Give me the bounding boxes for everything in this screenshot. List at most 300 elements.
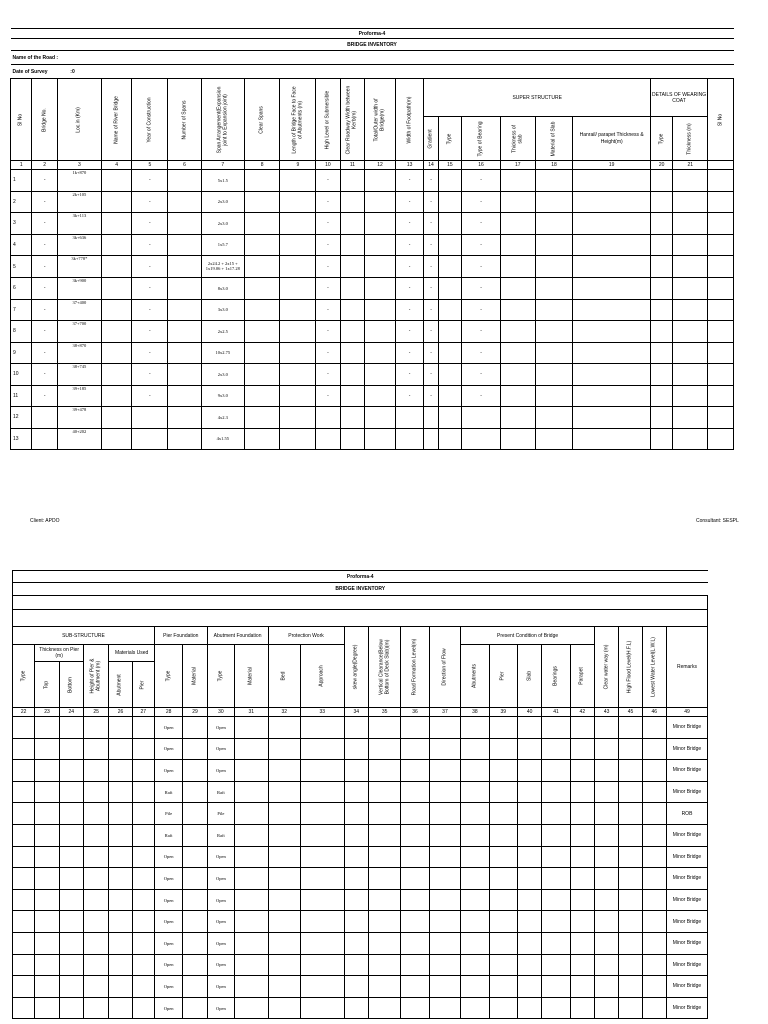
empty-cell (280, 213, 316, 235)
empty-cell (344, 976, 368, 998)
row-location: 2k+105 (57, 191, 101, 213)
empty-cell (101, 278, 132, 300)
empty-cell (344, 824, 368, 846)
empty-cell (595, 803, 619, 825)
empty-cell (268, 954, 300, 976)
row-bearing (462, 428, 501, 450)
row-level: - (316, 385, 341, 407)
empty-cell (365, 299, 396, 321)
row-level: - (316, 170, 341, 192)
empty-cell (517, 846, 541, 868)
header-pier-material: Material (183, 645, 207, 708)
table-row (13, 911, 708, 933)
row-abutment-foundation: Open (207, 717, 234, 739)
row-sl-no: 4 (11, 234, 32, 256)
empty-cell (35, 932, 59, 954)
table-row (13, 889, 708, 911)
empty-cell (344, 803, 368, 825)
empty-cell (500, 299, 535, 321)
empty-cell (573, 191, 651, 213)
empty-cell (489, 911, 517, 933)
empty-cell (708, 428, 734, 450)
empty-cell (300, 889, 344, 911)
empty-cell (542, 846, 570, 868)
empty-cell (642, 803, 666, 825)
empty-cell (708, 256, 734, 278)
empty-cell (244, 278, 280, 300)
row-sl-no: 11 (11, 385, 32, 407)
empty-cell (59, 997, 83, 1019)
empty-cell (570, 760, 594, 782)
empty-cell (244, 191, 280, 213)
empty-cell (595, 932, 619, 954)
empty-cell (244, 213, 280, 235)
empty-cell (344, 889, 368, 911)
empty-cell (35, 760, 59, 782)
empty-cell (542, 781, 570, 803)
row-pier-foundation: Open (154, 738, 182, 760)
header-super-structure: SUPER STRUCTURE (424, 79, 651, 117)
bridge-inventory-table-1 (10, 28, 734, 450)
empty-cell (109, 717, 132, 739)
empty-cell (35, 868, 59, 890)
empty-cell (489, 932, 517, 954)
empty-cell (595, 738, 619, 760)
empty-cell (235, 868, 268, 890)
header-abutment-foundation: Abutment Foundation (207, 627, 268, 645)
column-number: 18 (535, 161, 573, 170)
row-span-arrangement: 2x3.0 (201, 364, 244, 386)
empty-cell (650, 407, 672, 429)
empty-cell (132, 803, 154, 825)
empty-cell (708, 299, 734, 321)
empty-cell (244, 170, 280, 192)
empty-cell (517, 760, 541, 782)
row-bridge-no: - (32, 256, 58, 278)
table-row (13, 976, 708, 998)
empty-cell (429, 846, 460, 868)
empty-cell (344, 760, 368, 782)
empty-cell (132, 954, 154, 976)
empty-cell (109, 911, 132, 933)
empty-cell (235, 738, 268, 760)
empty-cell (650, 256, 672, 278)
empty-cell (344, 738, 368, 760)
empty-cell (708, 385, 734, 407)
row-abutment-foundation: Open (207, 868, 234, 890)
empty-cell (109, 803, 132, 825)
empty-cell (542, 803, 570, 825)
empty-cell (59, 803, 83, 825)
empty-cell (461, 976, 489, 998)
sheet-title: BRIDGE INVENTORY (11, 39, 734, 51)
empty-cell (109, 781, 132, 803)
empty-cell (109, 760, 132, 782)
empty-cell (101, 299, 132, 321)
empty-cell (300, 824, 344, 846)
empty-cell (489, 954, 517, 976)
row-footpath (395, 428, 424, 450)
row-year: - (132, 256, 168, 278)
empty-cell (101, 385, 132, 407)
empty-cell (595, 976, 619, 998)
header-top: Top (35, 662, 59, 708)
empty-cell (489, 717, 517, 739)
header-clear-water-way: Clear water way (m) (595, 627, 619, 708)
empty-cell (368, 846, 400, 868)
column-number: 15 (438, 161, 461, 170)
empty-cell (83, 997, 108, 1019)
empty-cell (595, 717, 619, 739)
row-location: 3k+778* (57, 256, 101, 278)
empty-cell (244, 256, 280, 278)
header-sl-no: Sl No (11, 79, 32, 161)
empty-cell (83, 781, 108, 803)
column-number-row (11, 161, 734, 170)
empty-cell (109, 738, 132, 760)
table-row (11, 364, 734, 386)
row-pier-foundation: Open (154, 889, 182, 911)
column-number: 32 (268, 708, 300, 717)
empty-cell (500, 428, 535, 450)
empty-cell (35, 889, 59, 911)
row-footpath: - (395, 278, 424, 300)
empty-cell (401, 803, 429, 825)
table-row (11, 213, 734, 235)
row-location: 3k+636 (57, 234, 101, 256)
row-remarks: Minor Bridge (666, 954, 707, 976)
column-number: 22 (13, 708, 35, 717)
empty-cell (59, 760, 83, 782)
empty-cell (300, 803, 344, 825)
empty-cell (535, 385, 573, 407)
empty-cell (35, 803, 59, 825)
row-bearing: - (462, 234, 501, 256)
empty-cell (13, 717, 35, 739)
empty-cell (535, 321, 573, 343)
row-sl-no: 8 (11, 321, 32, 343)
empty-cell (595, 954, 619, 976)
row-location: 40+202 (57, 428, 101, 450)
row-remarks: Minor Bridge (666, 997, 707, 1019)
empty-cell (650, 213, 672, 235)
row-gradient: - (424, 299, 438, 321)
table-row (13, 846, 708, 868)
empty-cell (13, 760, 35, 782)
header-remarks: Remarks (666, 627, 707, 708)
empty-cell (438, 299, 461, 321)
empty-cell (461, 846, 489, 868)
empty-cell (168, 342, 202, 364)
row-footpath (395, 407, 424, 429)
empty-cell (429, 911, 460, 933)
empty-cell (83, 717, 108, 739)
empty-cell (542, 976, 570, 998)
row-abutment-foundation: Raft (207, 781, 234, 803)
empty-cell (489, 997, 517, 1019)
empty-cell (438, 278, 461, 300)
header-level: High Level or Submersible (316, 79, 341, 161)
sheet-title-2: BRIDGE INVENTORY (13, 583, 708, 596)
empty-cell (642, 954, 666, 976)
column-number-blank (708, 161, 734, 170)
empty-cell (517, 868, 541, 890)
empty-cell (109, 889, 132, 911)
empty-cell (109, 954, 132, 976)
header-vertical-clearance: Vertical Clearance(Below Bottom of Deck Slab)(m) (368, 627, 400, 708)
row-gradient: - (424, 170, 438, 192)
empty-cell (280, 428, 316, 450)
empty-cell (183, 997, 207, 1019)
column-number: 27 (132, 708, 154, 717)
empty-cell (570, 889, 594, 911)
empty-cell (673, 364, 708, 386)
empty-cell (401, 738, 429, 760)
table-row (11, 234, 734, 256)
empty-cell (132, 911, 154, 933)
row-remarks: Minor Bridge (666, 868, 707, 890)
empty-cell (401, 824, 429, 846)
column-number: 5 (132, 161, 168, 170)
header-lwl: Lowest Water Level(L.W.L) (642, 627, 666, 708)
consultant-label: Consultant: SESPL (696, 518, 739, 524)
empty-cell (595, 997, 619, 1019)
row-pier-foundation: Open (154, 868, 182, 890)
empty-cell (368, 997, 400, 1019)
empty-cell (368, 781, 400, 803)
empty-cell (109, 997, 132, 1019)
row-level: - (316, 278, 341, 300)
empty-cell (595, 781, 619, 803)
empty-cell (642, 976, 666, 998)
header-protection-work: Protection Work (268, 627, 344, 645)
header-height-pier: Height of Pier & Abutment (m) (83, 645, 108, 708)
header-wc-type: Type (650, 117, 672, 161)
empty-cell (708, 170, 734, 192)
column-number: 30 (207, 708, 234, 717)
header-year: Year of Construction (132, 79, 168, 161)
empty-cell (429, 976, 460, 998)
empty-cell (340, 428, 365, 450)
empty-cell (489, 781, 517, 803)
empty-cell (183, 889, 207, 911)
header-bottom: Bottom (59, 662, 83, 708)
empty-cell (429, 760, 460, 782)
header-sl-no-2: Sl No (708, 79, 734, 161)
empty-cell (340, 191, 365, 213)
row-pier-foundation: Raft (154, 824, 182, 846)
empty-cell (708, 213, 734, 235)
empty-cell (500, 278, 535, 300)
column-number: 14 (424, 161, 438, 170)
empty-cell (235, 997, 268, 1019)
empty-cell (542, 824, 570, 846)
empty-cell (83, 803, 108, 825)
row-remarks: Minor Bridge (666, 717, 707, 739)
row-year: - (132, 234, 168, 256)
column-number: 23 (35, 708, 59, 717)
row-location: 37+400 (57, 299, 101, 321)
row-sl-no: 2 (11, 191, 32, 213)
header-bearings: Bearings (542, 645, 570, 708)
empty-cell (438, 407, 461, 429)
empty-cell (570, 932, 594, 954)
empty-cell (280, 278, 316, 300)
header-thickness-pier: Thickness on Pier (m) (35, 645, 84, 662)
empty-cell (517, 781, 541, 803)
row-pier-foundation: Pile (154, 803, 182, 825)
header-slab: Slab (517, 645, 541, 708)
column-number: 17 (500, 161, 535, 170)
empty-cell (673, 170, 708, 192)
empty-cell (489, 738, 517, 760)
header-slab-thickness: Thickness of slab (500, 117, 535, 161)
row-sl-no: 7 (11, 299, 32, 321)
empty-cell (268, 717, 300, 739)
empty-cell (535, 299, 573, 321)
empty-cell (280, 299, 316, 321)
empty-cell (429, 889, 460, 911)
empty-cell (244, 321, 280, 343)
empty-cell (542, 717, 570, 739)
column-number: 3 (57, 161, 101, 170)
empty-cell (438, 364, 461, 386)
empty-cell (573, 342, 651, 364)
empty-cell (535, 170, 573, 192)
empty-cell (619, 954, 642, 976)
empty-cell (35, 976, 59, 998)
empty-cell (101, 407, 132, 429)
column-number: 9 (280, 161, 316, 170)
row-bridge-no: - (32, 321, 58, 343)
row-gradient: - (424, 278, 438, 300)
empty-cell (59, 954, 83, 976)
column-number: 26 (109, 708, 132, 717)
empty-cell (461, 803, 489, 825)
row-abutment-foundation: Open (207, 997, 234, 1019)
empty-cell (235, 803, 268, 825)
column-number: 1 (11, 161, 32, 170)
empty-cell (619, 781, 642, 803)
header-river-name: Name of River Bridge (101, 79, 132, 161)
row-level: - (316, 191, 341, 213)
row-span-arrangement: 10x2.75 (201, 342, 244, 364)
row-year: - (132, 299, 168, 321)
empty-cell (642, 738, 666, 760)
empty-cell (650, 321, 672, 343)
empty-cell (401, 889, 429, 911)
row-level: - (316, 364, 341, 386)
row-footpath: - (395, 299, 424, 321)
empty-cell (570, 976, 594, 998)
empty-cell (83, 932, 108, 954)
empty-cell (489, 868, 517, 890)
header-materials-used: Materials Used (109, 645, 155, 662)
empty-cell (365, 191, 396, 213)
empty-cell (83, 976, 108, 998)
empty-cell (300, 868, 344, 890)
empty-cell (673, 342, 708, 364)
row-pier-foundation: Open (154, 954, 182, 976)
empty-cell (168, 191, 202, 213)
row-span-arrangement: 2x2.5 (201, 321, 244, 343)
header-length: Length of Bridge Face to Face of Abutments (m) (280, 79, 316, 161)
row-bearing: - (462, 364, 501, 386)
empty-cell (542, 954, 570, 976)
empty-cell (83, 738, 108, 760)
empty-cell (13, 781, 35, 803)
row-bridge-no (32, 428, 58, 450)
empty-cell (673, 385, 708, 407)
empty-cell (268, 932, 300, 954)
empty-cell (573, 364, 651, 386)
column-number: 25 (83, 708, 108, 717)
row-bearing (462, 407, 501, 429)
empty-cell (438, 428, 461, 450)
column-number: 38 (461, 708, 489, 717)
empty-cell (13, 824, 35, 846)
empty-cell (13, 911, 35, 933)
header-road-formation: Road Formation Level(m) (401, 627, 429, 708)
row-abutment-foundation: Open (207, 932, 234, 954)
empty-cell (101, 191, 132, 213)
empty-cell (673, 299, 708, 321)
empty-cell (595, 868, 619, 890)
empty-cell (438, 342, 461, 364)
empty-cell (109, 932, 132, 954)
empty-cell (132, 781, 154, 803)
column-number: 19 (573, 161, 651, 170)
header-wc-thickness: Thickness (m) (673, 117, 708, 161)
column-number: 8 (244, 161, 280, 170)
empty-cell (83, 824, 108, 846)
empty-cell (489, 976, 517, 998)
row-bridge-no: - (32, 191, 58, 213)
empty-cell (132, 717, 154, 739)
table-row (13, 997, 708, 1019)
row-bearing: - (462, 321, 501, 343)
blank-row (13, 596, 708, 610)
empty-cell (59, 846, 83, 868)
empty-cell (461, 911, 489, 933)
empty-cell (368, 954, 400, 976)
empty-cell (344, 846, 368, 868)
empty-cell (461, 932, 489, 954)
empty-cell (340, 278, 365, 300)
empty-cell (132, 824, 154, 846)
empty-cell (642, 932, 666, 954)
empty-cell (368, 803, 400, 825)
empty-cell (340, 170, 365, 192)
empty-cell (183, 846, 207, 868)
empty-cell (438, 256, 461, 278)
empty-cell (340, 342, 365, 364)
row-bridge-no: - (32, 385, 58, 407)
row-bearing: - (462, 342, 501, 364)
empty-cell (365, 213, 396, 235)
empty-cell (365, 278, 396, 300)
row-span-arrangement: 1x5.7 (201, 234, 244, 256)
header-mat-pier: Pier (132, 662, 154, 708)
bridge-inventory-table-2 (12, 570, 708, 1019)
empty-cell (59, 717, 83, 739)
table-row (13, 932, 708, 954)
empty-cell (517, 932, 541, 954)
empty-cell (268, 868, 300, 890)
row-bearing: - (462, 299, 501, 321)
empty-cell (429, 824, 460, 846)
header-span-arrangement: Span Arrangement(Expansion joint to Expansion joint) (201, 79, 244, 161)
